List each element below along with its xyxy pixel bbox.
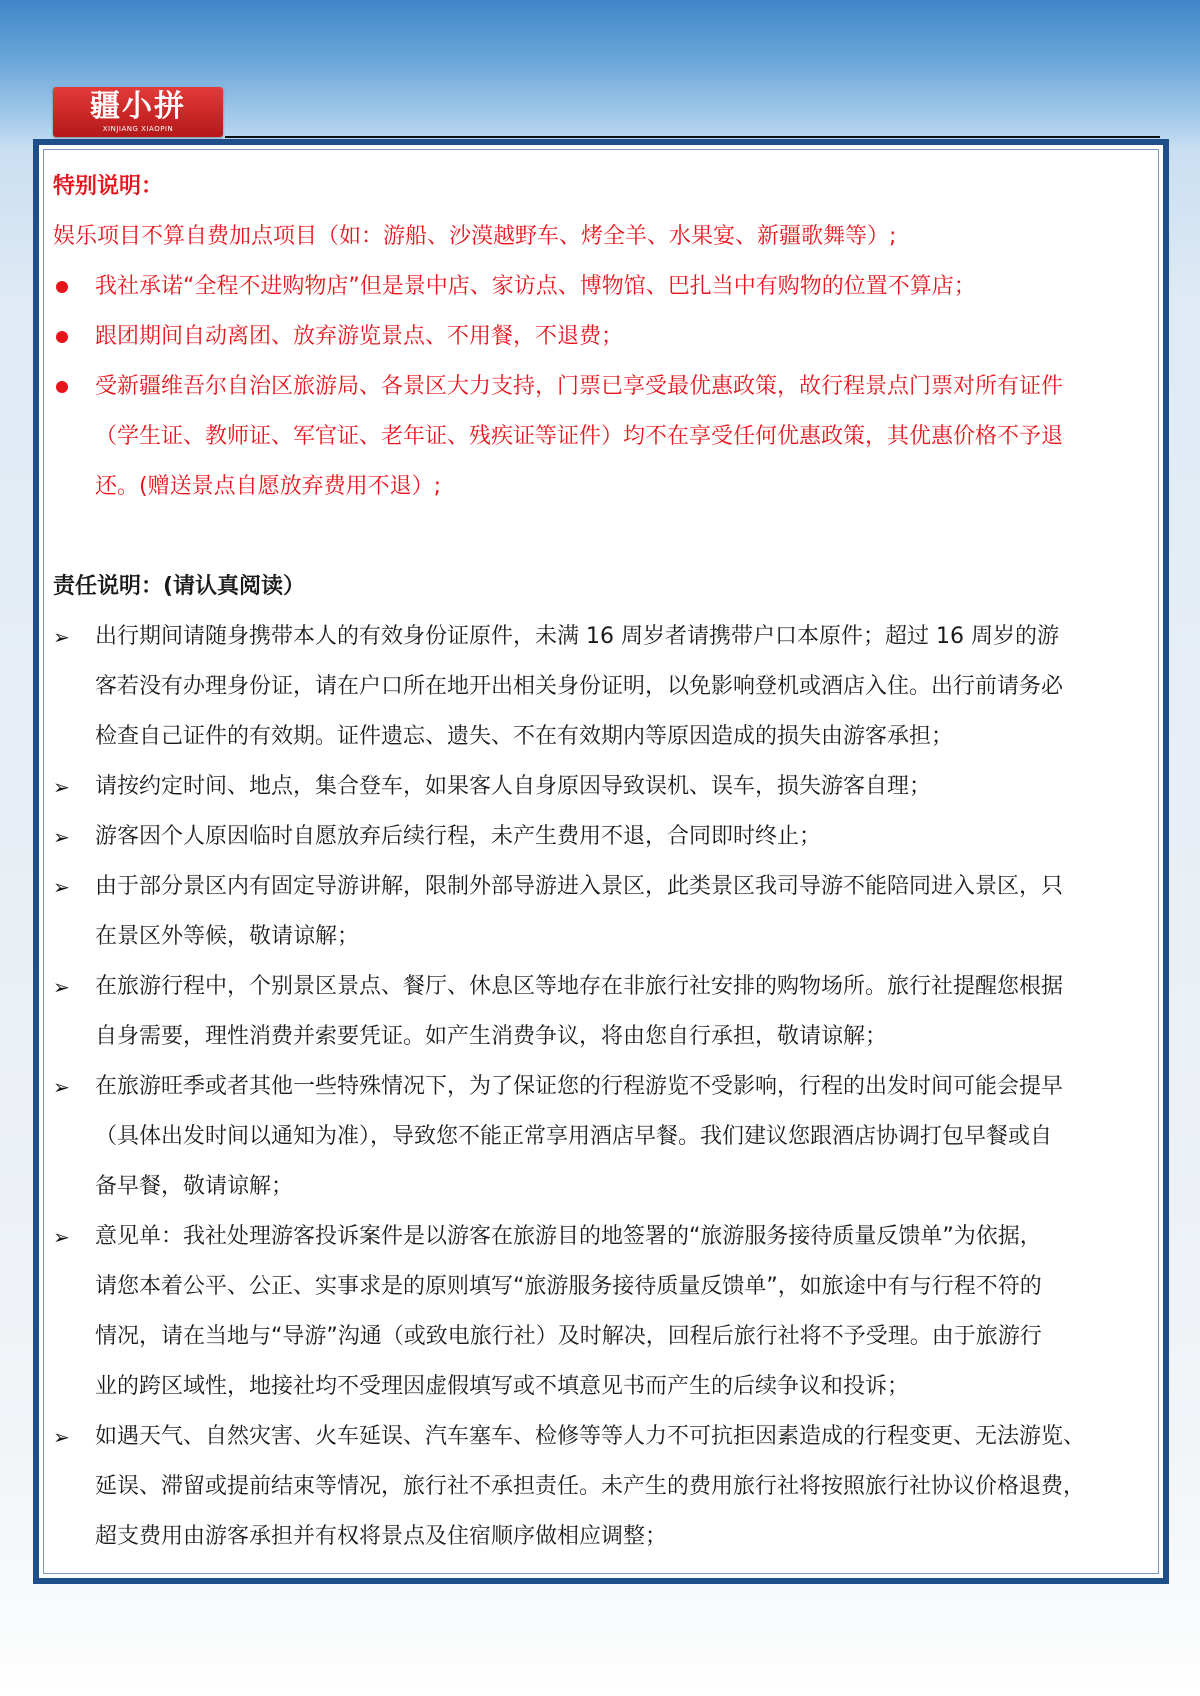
responsibility-item	[53, 1212, 1163, 1262]
responsibility-item	[53, 962, 1163, 1012]
responsibility-item	[53, 1412, 1163, 1462]
special-bullet-item	[53, 262, 1163, 312]
responsibility-continuation	[53, 1312, 1163, 1362]
responsibility-line: 检查自己证件的有效期。证件遗忘、遗失、不在有效期内等原因造成的损失由游客承担；	[95, 724, 954, 749]
special-bullet-item	[53, 362, 1163, 412]
responsibility-line: 情况，请在当地与“导游”沟通（或致电旅行社）及时解决，回程后旅行社将不予受理。由于旅游行	[95, 1324, 1042, 1349]
responsibility-line: 业的跨区域性，地接社均不受理因虚假填写或不填意见书而产生的后续争议和投诉；	[95, 1374, 910, 1399]
responsibility-continuation	[53, 1162, 1163, 1212]
responsibility-line: 意见单：我社处理游客投诉案件是以游客在旅游目的地签署的“旅游服务接待质量反馈单”为依据，	[95, 1224, 1042, 1249]
arrow-bullet-icon: ➢	[53, 1225, 70, 1249]
special-notes-intro	[53, 212, 1163, 262]
responsibility-item	[53, 762, 1163, 812]
responsibility-continuation	[53, 912, 1163, 962]
responsibility-line: 超支费用由游客承担并有权将景点及住宿顺序做相应调整；	[95, 1524, 668, 1549]
document-body	[53, 162, 1163, 1562]
red-bullet-icon	[56, 331, 68, 343]
arrow-bullet-icon: ➢	[53, 1425, 70, 1449]
responsibility-continuation	[53, 1362, 1163, 1412]
arrow-bullet-icon: ➢	[53, 975, 70, 999]
responsibility-item	[53, 1062, 1163, 1112]
responsibility-line: 在旅游旺季或者其他一些特殊情况下，为了保证您的行程游览不受影响，行程的出发时间可能会提早	[95, 1074, 1064, 1099]
special-bullet-continuation	[53, 462, 1163, 512]
responsibility-line: 客若没有办理身份证，请在户口所在地开出相关身份证明，以免影响登机或酒店入住。出行前请务必	[95, 674, 1064, 699]
special-bullet-line: （学生证、教师证、军官证、老年证、残疾证等证件）均不在享受任何优惠政策，其优惠价格不予退	[95, 424, 1064, 449]
special-notes-intro-text: 娱乐项目不算自费加点项目（如：游船、沙漠越野车、烤全羊、水果宴、新疆歌舞等）;	[53, 224, 897, 249]
responsibility-line: 如遇天气、自然灾害、火车延误、汽车塞车、检修等等人力不可抗拒因素造成的行程变更、无法游览、	[95, 1424, 1086, 1449]
responsibility-heading-text: 责任说明：(请认真阅读）	[53, 574, 306, 599]
arrow-bullet-icon: ➢	[53, 875, 70, 899]
special-notes-heading	[53, 162, 1163, 212]
responsibility-item	[53, 812, 1163, 862]
responsibility-line: 出行期间请随身携带本人的有效身份证原件，未满 16 周岁者请携带户口本原件；超过 16 周岁的游	[95, 624, 1059, 649]
responsibility-line: 游客因个人原因临时自愿放弃后续行程，未产生费用不退，合同即时终止；	[95, 824, 822, 849]
special-bullet-item	[53, 312, 1163, 362]
special-bullet-line: 跟团期间自动离团、放弃游览景点、不用餐，不退费；	[95, 324, 624, 349]
responsibility-line: 备早餐，敬请谅解；	[95, 1174, 294, 1199]
arrow-bullet-icon: ➢	[53, 1075, 70, 1099]
responsibility-line: 由于部分景区内有固定导游讲解，限制外部导游进入景区，此类景区我司导游不能陪同进入景区，只	[95, 874, 1064, 899]
responsibility-item	[53, 862, 1163, 912]
arrow-bullet-icon: ➢	[53, 625, 70, 649]
responsibility-line: （具体出发时间以通知为准），导致您不能正常享用酒店早餐。我们建议您跟酒店协调打包早餐或自	[95, 1124, 1053, 1149]
special-bullet-line: 还。(赠送景点自愿放弃费用不退）;	[95, 474, 441, 499]
responsibility-continuation	[53, 662, 1163, 712]
brand-logo-chinese: 疆小拼	[90, 89, 186, 124]
responsibility-line: 请您本着公平、公正、实事求是的原则填写“旅游服务接待质量反馈单”，如旅途中有与行程不符的	[95, 1274, 1042, 1299]
responsibility-heading	[53, 562, 1163, 612]
special-bullet-line: 我社承诺“全程不进购物店”但是景中店、家访点、博物馆、巴扎当中有购物的位置不算店；	[95, 274, 976, 299]
arrow-bullet-icon: ➢	[53, 775, 70, 799]
special-bullet-continuation	[53, 412, 1163, 462]
responsibility-continuation	[53, 1012, 1163, 1062]
red-bullet-icon	[56, 381, 68, 393]
responsibility-continuation	[53, 1512, 1163, 1562]
responsibility-continuation	[53, 1262, 1163, 1312]
header-divider	[225, 136, 1160, 138]
responsibility-continuation	[53, 1112, 1163, 1162]
special-bullet-line: 受新疆维吾尔自治区旅游局、各景区大力支持，门票已享受最优惠政策，故行程景点门票对所有证件	[95, 374, 1064, 399]
responsibility-line: 在景区外等候，敬请谅解；	[95, 924, 360, 949]
responsibility-continuation	[53, 712, 1163, 762]
responsibility-line: 自身需要，理性消费并索要凭证。如产生消费争议，将由您自行承担，敬请谅解；	[95, 1024, 888, 1049]
brand-logo-english: XINJIANG XIAOPIN	[102, 125, 174, 133]
responsibility-item	[53, 612, 1163, 662]
section-spacer	[53, 512, 1163, 562]
responsibility-line: 延误、滞留或提前结束等情况，旅行社不承担责任。未产生的费用旅行社将按照旅行社协议价格退费，	[95, 1474, 1086, 1499]
special-notes-heading-text: 特别说明：	[53, 174, 164, 199]
brand-logo	[53, 87, 223, 137]
arrow-bullet-icon: ➢	[53, 825, 70, 849]
responsibility-line: 在旅游行程中，个别景区景点、餐厅、休息区等地存在非旅行社安排的购物场所。旅行社提醒您根据	[95, 974, 1064, 999]
responsibility-line: 请按约定时间、地点，集合登车，如果客人自身原因导致误机、误车，损失游客自理；	[95, 774, 932, 799]
red-bullet-icon	[56, 281, 68, 293]
responsibility-continuation	[53, 1462, 1163, 1512]
